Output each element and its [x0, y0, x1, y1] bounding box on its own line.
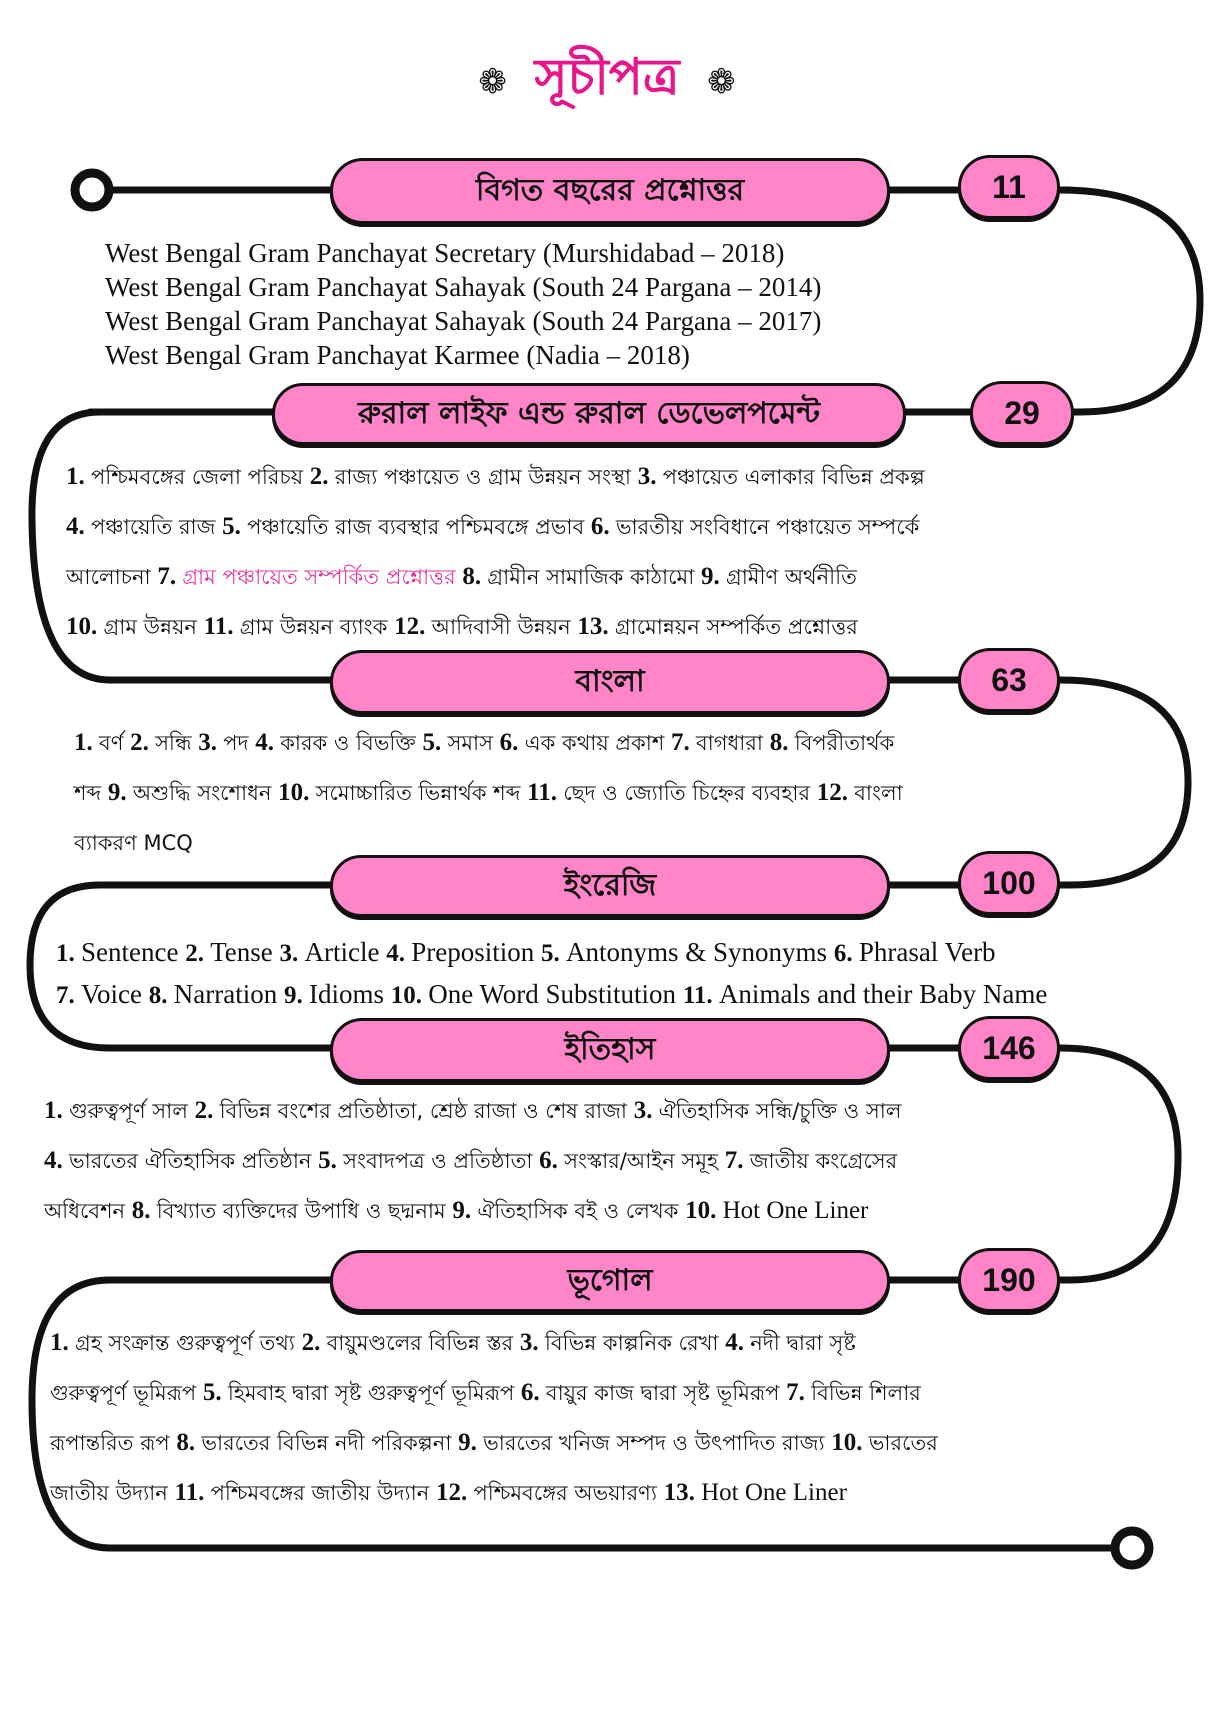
list-item[interactable]: Tense: [210, 937, 280, 967]
list-item[interactable]: সমোচ্চারিত ভিন্নার্থক শব্দ: [315, 781, 528, 805]
item-number: 2.: [185, 940, 211, 967]
item-number: 11.: [174, 1479, 211, 1506]
list-item[interactable]: সন্ধি: [155, 731, 199, 755]
item-number: 6.: [499, 729, 525, 756]
item-number: 8.: [176, 1429, 202, 1456]
list-item[interactable]: ঐতিহাসিক বই ও লেখক: [477, 1199, 686, 1223]
item-number: 7.: [724, 1147, 750, 1174]
list-item[interactable]: পঞ্চায়েতি রাজ: [91, 515, 223, 539]
list-item[interactable]: নদী দ্বারা সৃষ্ট: [750, 1331, 856, 1355]
section-heading-label: ইতিহাস: [564, 1031, 656, 1067]
item-number: 5.: [202, 1379, 228, 1406]
section-heading-label: ভূগোল: [567, 1262, 653, 1298]
section-heading-label: ইংরেজি: [563, 867, 657, 903]
list-item[interactable]: গুরুত্বপূর্ণ সাল: [69, 1099, 195, 1123]
section-content-bangla: [74, 718, 903, 868]
item-number: 2.: [194, 1097, 220, 1124]
item-number: 5.: [541, 940, 567, 967]
list-item[interactable]: Article: [304, 937, 387, 967]
item-number: 11.: [203, 613, 240, 640]
list-item[interactable]: বাগধারা: [695, 731, 770, 755]
item-number: 7.: [157, 563, 183, 590]
item-number: 10.: [831, 1429, 869, 1456]
list-item[interactable]: কারক ও বিভক্তি: [280, 731, 423, 755]
list-item[interactable]: ব্যাকরণ MCQ: [74, 831, 193, 855]
list-item[interactable]: গ্রাম উন্নয়ন ব্যাংক: [239, 615, 395, 639]
list-item[interactable]: সমাস: [447, 731, 500, 755]
item-number: 9.: [283, 982, 309, 1009]
list-item[interactable]: এক কথায় প্রকাশ: [524, 731, 671, 755]
list-item[interactable]: ছেদ ও জ্যোতি চিহ্নের ব্যবহার: [563, 781, 817, 805]
list-item[interactable]: ঐতিহাসিক সন্ধি/চুক্তি ও সাল: [658, 1099, 902, 1123]
page-number: 63: [991, 661, 1027, 698]
list-item[interactable]: রূপান্তরিত রূপ: [50, 1431, 177, 1455]
content-line: [66, 602, 925, 652]
item-number: 12.: [816, 779, 855, 806]
page-number: 190: [982, 1261, 1036, 1298]
content-line: [50, 1318, 938, 1368]
list-item[interactable]: বায়ুর কাজ দ্বারা সৃষ্ট ভূমিরূপ: [545, 1381, 787, 1405]
start-node-icon: [75, 173, 109, 207]
item-number: 1.: [74, 729, 99, 756]
list-item[interactable]: Animals and their Baby Name: [718, 979, 1048, 1009]
list-item[interactable]: সংস্কার/আইন সমূহ: [564, 1149, 725, 1173]
content-line: [50, 1468, 938, 1518]
content-line: [44, 1086, 901, 1136]
item-number: 7.: [670, 729, 696, 756]
item-number: 8.: [769, 729, 795, 756]
content-line: [50, 1368, 938, 1418]
section-content-previous-years: [105, 236, 821, 372]
section-heading-english[interactable]: [330, 855, 890, 917]
list-item[interactable]: Phrasal Verb: [858, 937, 996, 967]
page-number-badge: [970, 381, 1074, 445]
item-number: 3.: [198, 729, 224, 756]
list-item[interactable]: Antonyms & Synonyms: [566, 937, 834, 967]
content-line: [74, 718, 903, 768]
section-heading-previous-years[interactable]: [330, 158, 890, 224]
list-item[interactable]: গ্রামোন্নয়ন সম্পর্কিত প্রশ্নোত্তর: [614, 615, 858, 639]
end-node-icon: [1115, 1531, 1149, 1565]
list-item[interactable]: Hot One Liner: [722, 1197, 869, 1224]
item-number: 6.: [539, 1147, 565, 1174]
flower-ornament-icon: ❁: [707, 61, 736, 102]
list-item[interactable]: West Bengal Gram Panchayat Sahayak (South 24 Pargana – 2014): [105, 272, 822, 302]
list-item[interactable]: পঞ্চায়েত এলাকার বিভিন্ন প্রকল্প: [662, 465, 925, 489]
content-line: [66, 552, 925, 602]
list-item[interactable]: পশ্চিমবঙ্গের জেলা পরিচয়: [91, 465, 310, 489]
item-number: 12.: [435, 1479, 474, 1506]
list-item[interactable]: ভারতের ঐতিহাসিক প্রতিষ্ঠান: [69, 1149, 319, 1173]
item-number: 10.: [685, 1197, 723, 1224]
item-number: 2.: [309, 463, 335, 490]
list-item[interactable]: West Bengal Gram Panchayat Karmee (Nadia – 2018): [105, 340, 690, 370]
item-number: 4.: [66, 513, 91, 540]
list-item[interactable]: ভারতীয় সংবিধানে পঞ্চায়েত সম্পর্কে: [615, 515, 920, 539]
content-line: [44, 1136, 901, 1186]
list-item[interactable]: গুরুত্বপূর্ণ ভূমিরূপ: [50, 1381, 203, 1405]
list-item[interactable]: গ্রামীণ অর্থনীতি: [725, 565, 857, 589]
section-content-english: [56, 932, 1047, 1016]
list-item[interactable]: জাতীয় কংগ্রেসের: [749, 1149, 898, 1173]
list-item[interactable]: Sentence: [81, 937, 186, 967]
list-item[interactable]: বর্ণ: [99, 731, 131, 755]
page-number-badge: [958, 851, 1060, 915]
content-line: [66, 452, 925, 502]
list-item[interactable]: আলোচনা: [66, 565, 158, 589]
list-item[interactable]: সংবাদপত্র ও প্রতিষ্ঠাতা: [343, 1149, 540, 1173]
page-number: 146: [982, 1029, 1036, 1066]
page-title: [0, 40, 1214, 123]
list-item[interactable]: West Bengal Gram Panchayat Sahayak (South 24 Pargana – 2017): [105, 306, 822, 336]
list-item[interactable]: Hot One Liner: [701, 1479, 847, 1506]
item-number: 8.: [462, 563, 488, 590]
list-item[interactable]: বায়ুমণ্ডলের বিভিন্ন স্তর: [326, 1331, 520, 1355]
item-number: 3.: [637, 463, 663, 490]
list-item[interactable]: হিমবাহ দ্বারা সৃষ্ট গুরুত্বপূর্ণ ভূমিরূপ: [227, 1381, 521, 1405]
item-number: 4.: [44, 1147, 69, 1174]
page-number-badge: [958, 1016, 1060, 1080]
list-item[interactable]: জাতীয় উদ্যান: [50, 1481, 175, 1505]
list-item[interactable]: Idioms: [308, 979, 391, 1009]
item-number: 2.: [130, 729, 156, 756]
list-item[interactable]: গ্রহ সংক্রান্ত গুরুত্বপূর্ণ তথ্য: [75, 1331, 302, 1355]
section-heading-label: বাংলা: [575, 663, 645, 699]
item-number: 6.: [833, 940, 859, 967]
item-number: 6.: [520, 1379, 546, 1406]
page-number: 100: [982, 864, 1036, 901]
list-item[interactable]: বিভিন্ন কাল্পনিক রেখা: [544, 1331, 726, 1355]
item-number: 11.: [527, 779, 564, 806]
item-number: 10.: [278, 779, 316, 806]
item-number: 7.: [786, 1379, 812, 1406]
item-number: 1.: [66, 463, 91, 490]
list-item[interactable]: রাজ্য পঞ্চায়েত ও গ্রাম উন্নয়ন সংস্থা: [334, 465, 638, 489]
list-item[interactable]: পদ: [223, 731, 256, 755]
item-number: 2.: [301, 1329, 327, 1356]
item-number: 1.: [56, 940, 81, 967]
section-heading-rural-development[interactable]: [272, 383, 906, 445]
list-item[interactable]: One Word Substitution: [428, 979, 683, 1009]
list-item[interactable]: ভারতের খনিজ সম্পদ ও উৎপাদিত রাজ্য: [483, 1431, 832, 1455]
list-item[interactable]: West Bengal Gram Panchayat Secretary (Murshidabad – 2018): [105, 238, 785, 268]
item-number: 3.: [633, 1097, 659, 1124]
section-heading-label: বিগত বছরের প্রশ্নোত্তর: [475, 172, 745, 208]
list-item[interactable]: অশুদ্ধি সংশোধন: [132, 781, 279, 805]
section-content-geography: [50, 1318, 938, 1518]
item-number: 3.: [279, 940, 305, 967]
item-number: 5.: [222, 513, 248, 540]
item-number: 10.: [390, 982, 429, 1009]
list-item[interactable]: পশ্চিমবঙ্গের অভয়ারণ্য: [473, 1481, 664, 1505]
item-number: 8.: [131, 1197, 157, 1224]
item-number: 11.: [682, 982, 719, 1009]
list-item[interactable]: অধিবেশন: [44, 1199, 132, 1223]
list-item[interactable]: বিভিন্ন বংশের প্রতিষ্ঠাতা, শ্রেষ্ঠ রাজা ও শেষ রাজা: [219, 1099, 634, 1123]
item-number: 8.: [148, 982, 174, 1009]
list-item[interactable]: গ্রামীন সামাজিক কাঠামো: [487, 565, 701, 589]
flower-ornament-icon: ❁: [478, 61, 507, 102]
item-number: 5.: [422, 729, 448, 756]
item-number: 12.: [394, 613, 432, 640]
page-number-badge: [958, 648, 1060, 712]
list-item[interactable]: বিপরীতার্থক: [794, 731, 895, 755]
list-item[interactable]: ভারতের বিভিন্ন নদী পরিকল্পনা: [201, 1431, 459, 1455]
list-item[interactable]: Voice: [81, 979, 149, 1009]
content-line: [56, 932, 1047, 974]
list-item[interactable]: বিভিন্ন শিলার: [811, 1381, 921, 1405]
page-number: 11: [992, 168, 1026, 205]
list-item[interactable]: গ্রাম উন্নয়ন: [103, 615, 204, 639]
section-heading-bangla[interactable]: [330, 650, 890, 714]
list-item[interactable]: Preposition: [411, 937, 542, 967]
page-number-badge: [958, 155, 1060, 219]
page-number: 29: [1004, 394, 1040, 431]
content-line: [56, 974, 1047, 1016]
page-number-badge: [958, 1248, 1060, 1312]
list-item[interactable]: পশ্চিমবঙ্গের জাতীয় উদ্যান: [210, 1481, 436, 1505]
list-item[interactable]: পঞ্চায়েতি রাজ ব্যবস্থার পশ্চিমবঙ্গে প্রভাব: [247, 515, 591, 539]
section-heading-geography[interactable]: [330, 1250, 890, 1312]
item-number: 6.: [590, 513, 616, 540]
list-item[interactable]: গ্রাম পঞ্চায়েত সম্পর্কিত প্রশ্নোত্তর: [182, 565, 463, 589]
item-number: 1.: [50, 1329, 75, 1356]
section-content-rural-development: [66, 452, 925, 652]
item-number: 4.: [725, 1329, 751, 1356]
title-text: সূচীপত্র: [534, 48, 680, 106]
content-line: [74, 768, 903, 818]
content-line: [66, 502, 925, 552]
section-heading-history[interactable]: [330, 1018, 890, 1082]
list-item[interactable]: বিখ্যাত ব্যক্তিদের উপাধি ও ছদ্মনাম: [156, 1199, 453, 1223]
item-number: 13.: [577, 613, 615, 640]
content-line: [44, 1186, 901, 1236]
item-number: 4.: [255, 729, 281, 756]
list-item[interactable]: আদিবাসী উন্নয়ন: [431, 615, 578, 639]
item-number: 3.: [519, 1329, 545, 1356]
list-item[interactable]: বাংলা: [854, 781, 903, 805]
list-item[interactable]: Narration: [173, 979, 284, 1009]
content-line: [50, 1418, 938, 1468]
item-number: 10.: [66, 613, 104, 640]
item-number: 1.: [44, 1097, 69, 1124]
item-number: 5.: [318, 1147, 344, 1174]
item-number: 9.: [452, 1197, 478, 1224]
item-number: 9.: [700, 563, 726, 590]
item-number: 9.: [107, 779, 133, 806]
section-content-history: [44, 1086, 901, 1236]
item-number: 7.: [56, 982, 81, 1009]
item-number: 13.: [663, 1479, 702, 1506]
item-number: 9.: [458, 1429, 484, 1456]
list-item[interactable]: শব্দ: [74, 781, 108, 805]
list-item[interactable]: ভারতের: [868, 1431, 938, 1455]
section-heading-label: রুরাল লাইফ এন্ড রুরাল ডেভেলপমেন্ট: [358, 395, 820, 431]
item-number: 4.: [386, 940, 412, 967]
